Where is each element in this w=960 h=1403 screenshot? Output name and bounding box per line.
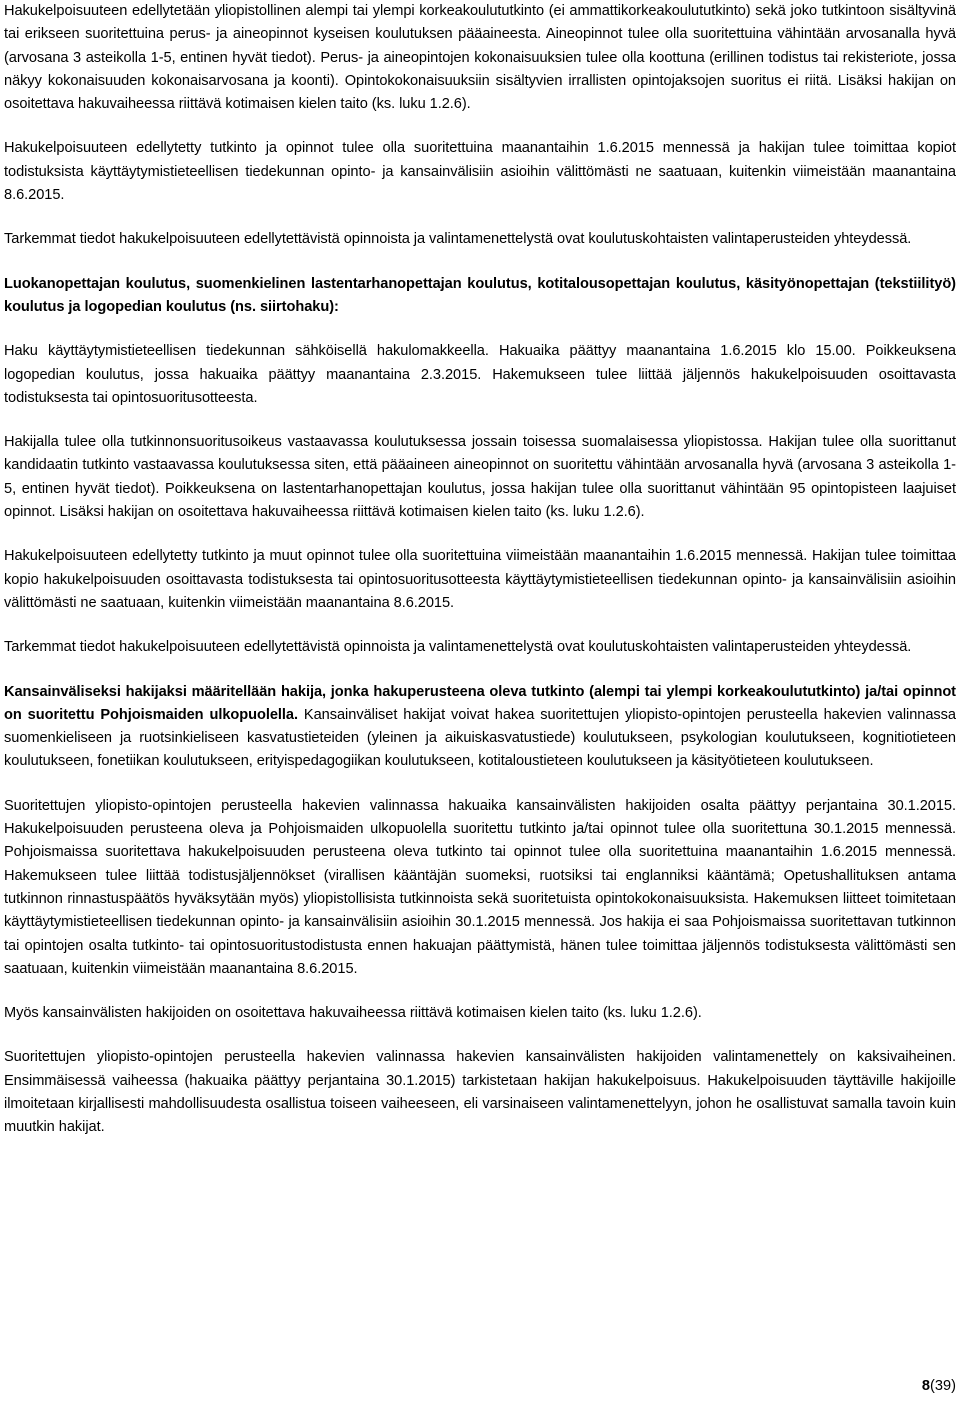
document-page xyxy=(4,0,956,1161)
paragraph-text: Suoritettujen yliopisto-opintojen perusteella hakevien valinnassa hakevien kansainvälisten hakijoiden valintamenettely on kaksivaiheinen. Ensimmäisessä vaiheessa (hakuaika päättyy perjantaina 30.1.2015) tarkistetaan hakijan hakukelpoisuus. Hakukelpoisuuden täyttäville hakijoille ilmoitetaan kirjallisesti mahdollisuudesta osallistua toiseen vaiheeseen, eli varsinaiseen valintamenettelyyn, johon he osallistuvat samalla tavoin kuin muutkin hakijat. xyxy=(4,1049,956,1136)
paragraph-application-form xyxy=(4,340,956,410)
paragraph-text: Suoritettujen yliopisto-opintojen perusteella hakevien valinnassa hakuaika kansainvälisten hakijoiden osalta päättyy perjantaina 30.1.2015. Hakukelpoisuuden perusteena oleva ja Pohjoismaiden ulkopuolella suoritettu tutkinto ja/tai opinnot tulee olla suoritettuna 30.1.2015 mennessä. Pohjoismaissa suoritettava hakukelpoisuuden perusteena oleva tutkinto tai opinnot tulee olla suoritettuina maanantaihin 1.6.2015 mennessä. Hakemukseen tulee liittää todistusjäljennökset (virallisen kääntäjän suomeksi, ruotsiksi tai englanniksi kääntämä; Opetushallituksen antama tutkinnon rinnastuspäätös hyväksytään myös) yliopistollisista tutkinnoista sekä suoritetuista opintokokonaisuuksista. Hakemuksen liitteet toimitetaan käyttäytymistieteellisen tiedekunnan opinto- ja kansainvälisiin asioihin 30.1.2015 mennessä. Jos hakija ei saa Pohjoismaissa suoritettavan tutkinnon tai opintojen osalta tutkinto- tai opintosuoritustodistusta ennen hakuajan päättymistä, hänen tulee toimittaa jäljennös todistuksesta välittömästi sen saatuaan, kuitenkin viimeistään maanantaina 8.6.2015. xyxy=(4,797,956,977)
paragraph-text: Hakukelpoisuuteen edellytetty tutkinto ja opinnot tulee olla suoritettuina maanantaihin 1.6.2015 mennessä ja hakijan tulee toimittaa kopiot todistuksista käyttäytymistieteellisen tiedekunnan opinto- ja kansainvälisiin asioihin välittömästi ne saatuaan, kuitenkin viimeistään maanantaina 8.6.2015. xyxy=(4,140,956,204)
paragraph-deadline xyxy=(4,137,956,207)
paragraph-text: Hakijalla tulee olla tutkinnonsuoritusoikeus vastaavassa koulutuksessa jossain toisessa suomalaisessa yliopistossa. Hakijan tulee olla suorittanut kandidaatin tutkinto vastaavassa koulutuksessa siten, että pääaineen aineopinnot on suoritettu vähintään arvosanalla hyvä (arvosana 3 asteikolla 1-5, entinen hyvät tiedot). Poikkeuksena on lastentarhanopettajan koulutus, jossa hakijan tulee olla suorittanut vähintään 95 opintopisteen laajuiset opinnot. Lisäksi hakijan on osoitettava hakuvaiheessa riittävä kotimaisen kielen taito (ks. luku 1.2.6). xyxy=(4,434,956,521)
paragraph-two-phase-selection xyxy=(4,1046,956,1139)
page-number-total: (39) xyxy=(930,1378,956,1394)
paragraph-bold-lead: Luokanopettajan koulutus, suomenkielinen lastentarhanopettajan koulutus, kotitalousopettajan koulutus, käsityönopettajan (tekstiilityö) koulutus ja logopedian koulutus (ns. siirtohaku): xyxy=(4,275,956,315)
page-number-current: 8 xyxy=(921,1378,931,1394)
paragraph-eligibility-requirements xyxy=(4,0,956,116)
paragraph-text: Hakukelpoisuuteen edellytetty tutkinto ja muut opinnot tulee olla suoritettuina viimeistään maanantaihin 1.6.2015 mennessä. Hakijan tulee toimittaa kopio hakukelpoisuuden osoittavasta todistuksesta tai opintosuoritusotteesta käyttäytymistieteellisen tiedekunnan opinto- ja kansainvälisiin asioihin välittömästi ne saatuaan, kuitenkin viimeistään maanantaina 8.6.2015. xyxy=(4,548,956,611)
paragraph-text: Tarkemmat tiedot hakukelpoisuuteen edellytettävistä opinnoista ja valintamenettelystä ovat koulutuskohtaisten valintaperusteiden yhteydessä. xyxy=(4,639,912,656)
paragraph-bold-lead: Kansainväliseksi hakijaksi määritellään hakija, jonka hakuperusteena oleva tutkinto (alempi tai ylempi korkeakoulututkinto) ja/tai opinnot on suoritettu Pohjoismaiden ulkopuolella. xyxy=(4,683,956,723)
page-number xyxy=(922,1378,956,1394)
paragraph-text: Hakukelpoisuuteen edellytetään yliopistollinen alempi tai ylempi korkeakoulututkinto (ei ammattikorkeakoulututkinto) sekä joko tutkintoon sisältyvinä tai erikseen suoritettuina perus- ja aineopinnot kyseisen koulutuksen pääaineesta. Aineopinnot tulee olla suoritettuina vähintään arvosanalla hyvä (arvosana 3 asteikolla 1-5, entinen hyvät tiedot). Perus- ja aineopintojen kokonaisuuksien tulee olla koottuna (erillinen todistus tai rekisteriote, jossa näkyy kokonaisuuden kokonaisarvosana ja koonti). Opintokokonaisuuksiin sisältyvien irrallisten opintojaksojen suoritus ei riitä. Lisäksi hakijan on osoitettava hakuvaiheessa riittävä kotimaisen kielen taito (ks. luku 1.2.6). xyxy=(4,3,956,113)
paragraph-text: Haku käyttäytymistieteellisen tiedekunnan sähköisellä hakulomakkeella. Hakuaika päättyy maanantaina 1.6.2015 klo 15.00. Poikkeuksena logopedian koulutus, jossa hakuaika päättyy maanantaina 2.3.2015. Hakemukseen tulee liittää jäljennös hakukelpoisuuden osoittavasta todistuksesta tai opintosuoritusotteesta. xyxy=(4,343,956,406)
paragraph-more-info xyxy=(4,228,956,251)
section-heading-transfer-application xyxy=(4,273,956,320)
paragraph-international-applicants xyxy=(4,681,956,774)
paragraph-more-info-2 xyxy=(4,636,956,659)
paragraph-study-right xyxy=(4,431,956,524)
paragraph-language-skills xyxy=(4,1002,956,1025)
paragraph-transfer-deadline xyxy=(4,545,956,615)
paragraph-text: Tarkemmat tiedot hakukelpoisuuteen edellytettävistä opinnoista ja valintamenettelystä ovat koulutuskohtaisten valintaperusteiden yhteydessä. xyxy=(4,231,912,248)
paragraph-text: Kansainväliset hakijat voivat hakea suoritettujen yliopisto-opintojen perusteella hakevien valinnassa suomenkieliseen ja ruotsinkieliseen kasvatustieteiden (yleinen ja aikuiskasvatustiede) koulutukseen, psykologian koulutukseen, kognitiotieteen koulutukseen, fonetiikan koulutukseen, erityispedagogiikan koulutukseen, kotitaloustieteen koulutukseen ja käsityötieteen koulutukseen. xyxy=(4,706,956,770)
paragraph-international-deadline xyxy=(4,795,956,981)
paragraph-text: Myös kansainvälisten hakijoiden on osoitettava hakuvaiheessa riittävä kotimaisen kielen taito (ks. luku 1.2.6). xyxy=(4,1005,702,1022)
